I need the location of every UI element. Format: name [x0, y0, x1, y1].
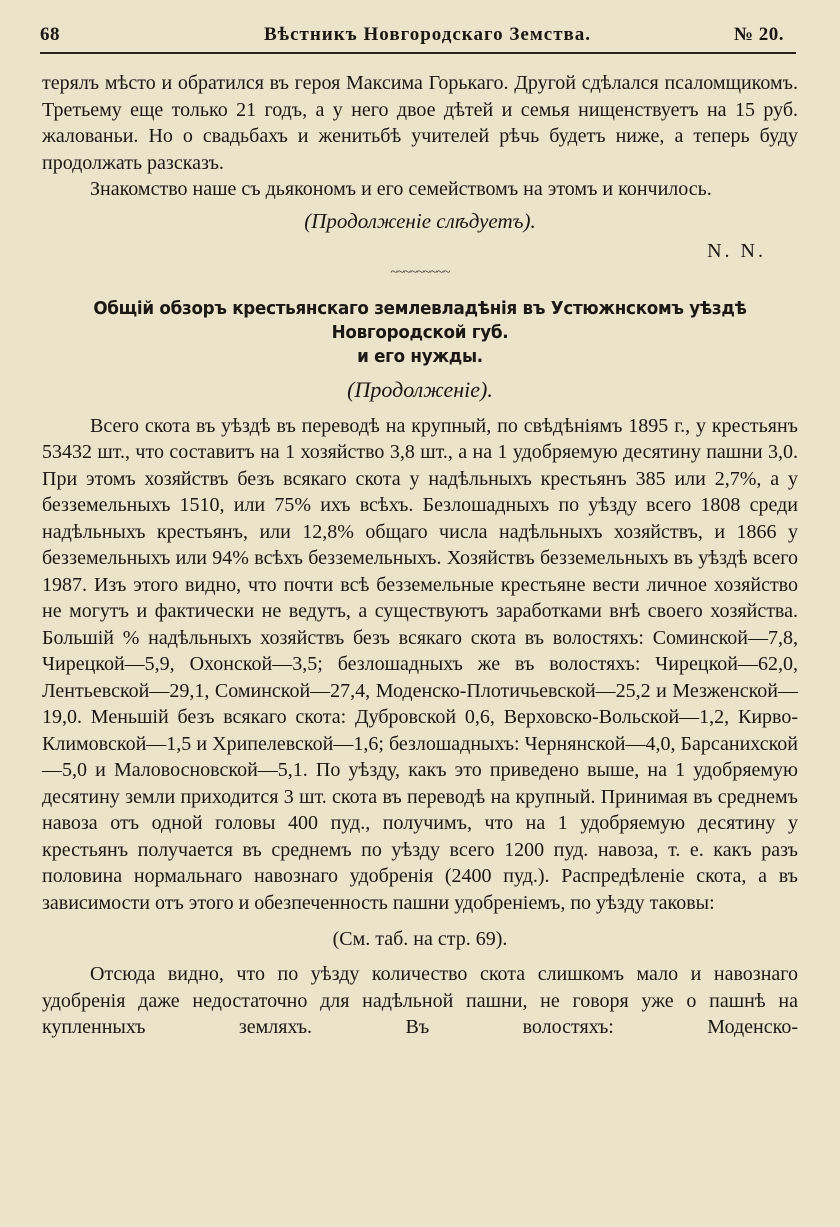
- article-title: [68, 297, 771, 369]
- article: [42, 297, 798, 1041]
- continuation-note: (Продолженіе слѣдуетъ).: [304, 208, 536, 233]
- journal-title: Вѣстникъ Новгородскаго Земства.: [264, 24, 592, 45]
- running-header: [40, 24, 796, 46]
- previous-article-ending: [42, 70, 798, 263]
- paragraph: терялъ мѣсто и обратился въ героя Максима Горькаго. Другой сдѣлался псаломщикомъ. Третьему еще только 21 годъ, а у него двое дѣтей и семья нищенствуетъ на 15 руб. жалованьи. Но о свадьбахъ и женитьбѣ учителей рѣчь будетъ ниже, а теперь буду продолжать разсказъ.: [42, 72, 798, 174]
- page-number: 68: [40, 24, 60, 45]
- header-rule: [40, 52, 796, 54]
- author-signature: N. N.: [707, 239, 766, 262]
- section-divider: ~~~~~~~~~: [390, 264, 450, 280]
- article-title-line: Общій обзоръ крестьянскаго землевладѣнія въ Устюжнскомъ уѣздѣ Новгородской губ.: [93, 297, 747, 343]
- paragraph: Всего скота въ уѣздѣ въ переводѣ на крупный, по свѣдѣніямъ 1895 г., у крестьянъ 53432 шт., что составитъ на 1 хозяйство 3,8 шт., а на 1 удобряемую десятину пашни 3,0. При этомъ хозяйствъ безъ всякаго скота у надѣльныхъ крестьянъ 385 или 2,7%, а у безземельныхъ 1510, или 75% ихъ всѣхъ. Безлошадныхъ по уѣзду всего 1808 среди надѣльныхъ крестьянъ, или 12,8% общаго числа надѣльныхъ хозяйствъ, и 1866 у безземельныхъ или 94% всѣхъ безземельныхъ. Хозяйствъ безземельныхъ въ уѣздѣ всего 1987. Изъ этого видно, что почти всѣ безземельные крестьяне вести личное хозяйство не могутъ и фактически не ведутъ, а существуютъ заработками внѣ своего хозяйства. Большій % надѣльныхъ хозяйствъ безъ всякаго скота въ волостяхъ: Соминской—7,8, Чирецкой—5,9, Охонской—3,5; безлошадныхъ же въ волостяхъ: Чирецкой—62,0, Лентьевской—29,1, Соминской—27,4, Моденско-Плотичьевской—25,2 и Мезженской—19,0. Меньшій безъ всякаго скота: Дубровской 0,6, Верховско-Вольской—1,2, Кирво-Климовской—1,5 и Хрипелевской—1,6; безлошадныхъ: Чернянской—4,0, Барсанихской—5,0 и Маловосновской—5,1. По уѣзду, какъ это приведено выше, на 1 удобряемую десятину земли приходится 3 шт. скота въ переводѣ на крупный. Принимая въ среднемъ навоза отъ одной головы 400 пуд., получимъ, что на 1 удобряемую десятину у крестьянъ получается въ среднемъ по уѣзду всего 1200 пуд. навоза, т. е. какъ разъ половина нормальнаго навознаго удобренія (2400 пуд.). Распредѣленіе скота, а въ зависимости отъ этого и обезпеченность пашни удобреніемъ, по уѣзду таковы:: [42, 414, 798, 914]
- article-subtitle: (Продолженіе).: [347, 376, 493, 402]
- article-title-line: и его нужды.: [357, 345, 483, 367]
- table-reference: (См. таб. на стр. 69).: [332, 928, 508, 950]
- page-body: [42, 70, 798, 1041]
- paragraph: Знакомство наше съ дьякономъ и его семействомъ на этомъ и кончилось.: [90, 178, 712, 200]
- paragraph: Отсюда видно, что по уѣзду количество скота слишкомъ мало и навознаго удобренія даже недостаточно для надѣльной пашни, не говоря уже о пашнѣ на купленныхъ земляхъ. Въ волостяхъ: Моденско-: [42, 963, 798, 1038]
- issue-number: № 20.: [733, 24, 784, 45]
